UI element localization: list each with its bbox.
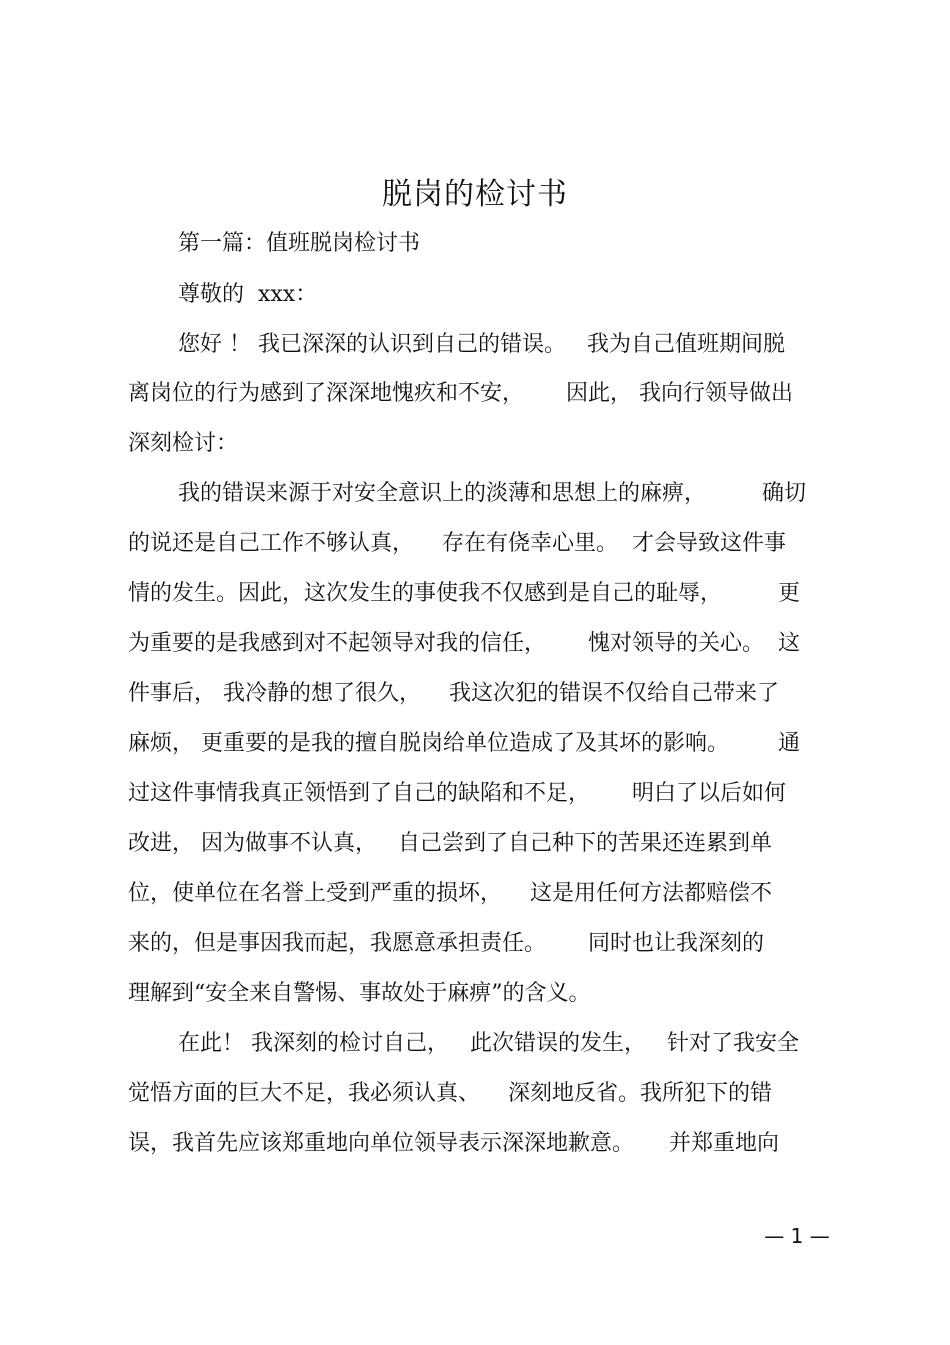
paragraph-line: 深刻检讨： [128,431,239,456]
paragraph-line: 离岗位的行为感到了深深地愧疚和不安， 因此， 我向行领导做出 [128,381,793,406]
salutation: 尊敬的 xxx： [178,282,318,307]
paragraph-line: 位，使单位在名誉上受到严重的损坏， 这是用任何方法都赔偿不 [128,881,772,906]
subtitle: 第一篇：值班脱岗检讨书 [178,231,421,256]
paragraph-line: 误，我首先应该郑重地向单位领导表示深深地歉意。 并郑重地向 [128,1131,779,1156]
paragraph-line: 来的，但是事因我而起，我愿意承担责任。 同时也让我深刻的 [128,931,764,956]
paragraph-line: 为重要的是我感到对不起领导对我的信任， 愧对领导的关心。 这 [128,631,800,656]
paragraph-line: 您好 ！ 我已深深的认识到自己的错误。 我为自己值班期间脱 [178,332,785,357]
paragraph-line: 件事后， 我冷静的想了很久， 我这次犯的错误不仅给自己带来了 [128,681,779,706]
paragraph-line: 麻烦， 更重要的是我的擅自脱岗给单位造成了及其坏的影响。 通 [128,731,800,756]
document-title: 脱岗的检讨书 [382,177,568,212]
paragraph-line: 理解到“安全来自警惕、事故处于麻痹”的含义。 [128,981,591,1006]
page-number: — 1 — [764,1224,830,1248]
paragraph-line: 的说还是自己工作不够认真， 存在有侥幸心里。 才会导致这件事 [128,531,786,556]
paragraph-line: 觉悟方面的巨大不足，我必须认真、 深刻地反省。我所犯下的错 [128,1081,772,1106]
paragraph-line: 我的错误来源于对安全意识上的淡薄和思想上的麻痹， 确切 [178,481,806,506]
paragraph-line: 过这件事情我真正领悟到了自己的缺陷和不足， 明白了以后如何 [128,781,786,806]
paragraph-line: 改进， 因为做事不认真， 自己尝到了自己种下的苦果还连累到单 [128,831,772,856]
paragraph-line: 在此！ 我深刻的检讨自己， 此次错误的发生， 针对了我安全 [178,1031,799,1056]
paragraph-line: 情的发生。因此，这次发生的事使我不仅感到是自己的耻辱， 更 [128,581,800,606]
